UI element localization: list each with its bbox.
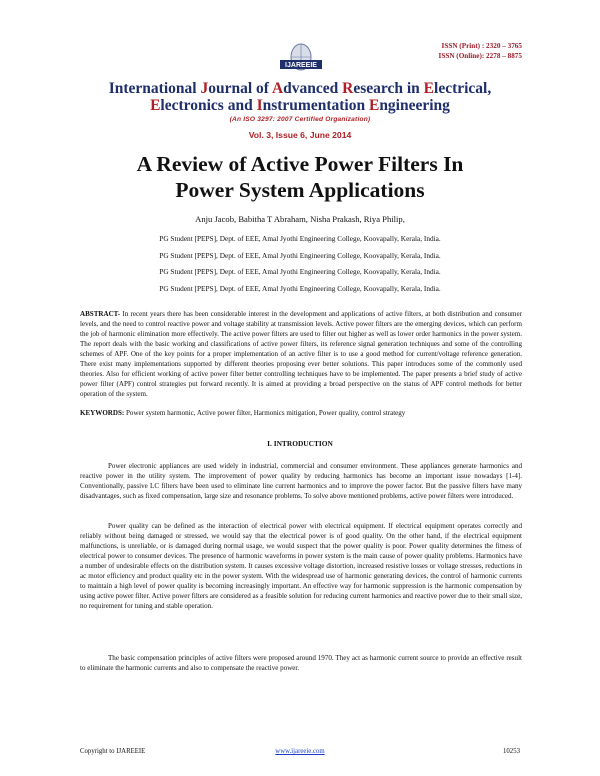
intro-paragraph-1: Power electronic appliances are used widely in industrial, commercial and consumer environment. These appliances generate harmonics and reactive power in the utility system. The improvement of power quality by reducing harmonics has become an important issue nowadays [1-4]. Conventionally, passive LC filters have been used to eliminate line current harmonics and to improve the power factor. But the passive filters have many disadvantages, such as fixed compensation, large size and resonance problems. To solve above mentioned problems, active power filters were introduced. (80, 462, 522, 501)
journal-logo (272, 42, 330, 76)
issn-print: ISSN (Print) : 2320 – 3765 (441, 42, 522, 50)
intro-paragraph-2: Power quality can be defined as the interaction of electrical power with electrical equipment. If electrical equipment operates correctly and reliably without being damaged or stressed, we would say that the electrical power is of good quality. On the other hand, if the electrical equipment malfunctions, is unreliable, or is damaged during normal usage, we would suspect that the power quality is poor. Power quality determines the fitness of electrical power to consumer devices. The presence of harmonic waveforms in power system is the main cause of power quality problems. Harmonics have a number of undesirable effects on the distribution system. It causes excessive voltage distortion, increased resistive losses or voltage stresses, reductions in ac motor efficiency and product quality etc in the power system. With the widespread use of harmonic generating devices, the control of harmonic currents to maintain a high level of power quality is becoming increasingly important. An effective way for harmonic suppression is the harmonic compensation by using active power filter. Active power filters are considered as a feasible solution for reducing current harmonics and reactive power due to their small size, no requirement for tuning and stable operation. (80, 522, 522, 611)
journal-title-line1: International Journal of Advanced Research in Electrical, (108, 80, 492, 97)
paper-title (0, 151, 600, 203)
paper-title-line1: A Review of Active Power Filters In (136, 152, 464, 176)
keywords (80, 408, 522, 418)
affiliation: PG Student [PEPS], Dept. of EEE, Amal Jyothi Engineering College, Koovapally, Kerala, India. (159, 234, 441, 243)
logo-text: IJAREEIE (285, 62, 317, 69)
affiliation: PG Student [PEPS], Dept. of EEE, Amal Jyothi Engineering College, Koovapally, Kerala, India. (159, 251, 441, 260)
volume-issue: Vol. 3, Issue 6, June 2014 (248, 130, 352, 140)
paper-title-line2: Power System Applications (175, 178, 425, 202)
issn-online: ISSN (Online): 2278 – 8875 (438, 52, 522, 60)
affiliation: PG Student [PEPS], Dept. of EEE, Amal Jyothi Engineering College, Koovapally, Kerala, India. (159, 284, 441, 293)
intro-paragraph-3: The basic compensation principles of active filters were proposed around 1970. They act as harmonic current source to provide an effective result to eliminate the harmonic currents and also to compensate the reactive power. (80, 654, 522, 673)
footer-copyright: Copyright to IJAREEIE (80, 748, 146, 755)
journal-title-line2: Electronics and Instrumentation Engineering (150, 97, 450, 114)
affiliation: PG Student [PEPS], Dept. of EEE, Amal Jyothi Engineering College, Koovapally, Kerala, India. (159, 267, 441, 276)
footer-page-number: 10253 (503, 748, 520, 755)
keywords-label: KEYWORDS: (80, 409, 125, 417)
abstract (80, 309, 522, 399)
iso-certification: (An ISO 3297: 2007 Certified Organization) (229, 116, 371, 123)
abstract-label: ABSTRACT- (80, 310, 121, 318)
section-heading: I. INTRODUCTION (267, 439, 333, 448)
footer-website-link[interactable]: www.ijareeie.com (275, 748, 325, 755)
authors: Anju Jacob, Babitha T Abraham, Nisha Prakash, Riya Philip, (195, 214, 405, 224)
abstract-text: In recent years there has been considerable interest in the development and applications of active filters, at both distribution and consumer levels, and the need to control reactive power and voltage stability at transmission levels. Active power filters are the emerging devices, which can perform the job of harmonic elimination more effectively. The active power filters are used to filter out higher as well as lower order harmonics in the power system. The report deals with the basic working and classifications of active power filters, its reference signal generation techniques and some of the controlling schemes of APF. One of the key points for a proper implementation of an active filter is to use a good method for current/voltage reference generation. There exist many implementations supported by different theories proposing ever better solutions. This paper introduces some of the commonly used theories. Also for efficient working of active power filter better controlling techniques have to be implemented. The paper presents a brief study of active power filter (APF) control strategies put forward recently. It is aimed at providing a broad perspective on the status of APF control methods for better operation of the system. (80, 310, 522, 399)
keywords-text: Power system harmonic, Active power filter, Harmonics mitigation, Power quality, control strategy (124, 409, 406, 417)
